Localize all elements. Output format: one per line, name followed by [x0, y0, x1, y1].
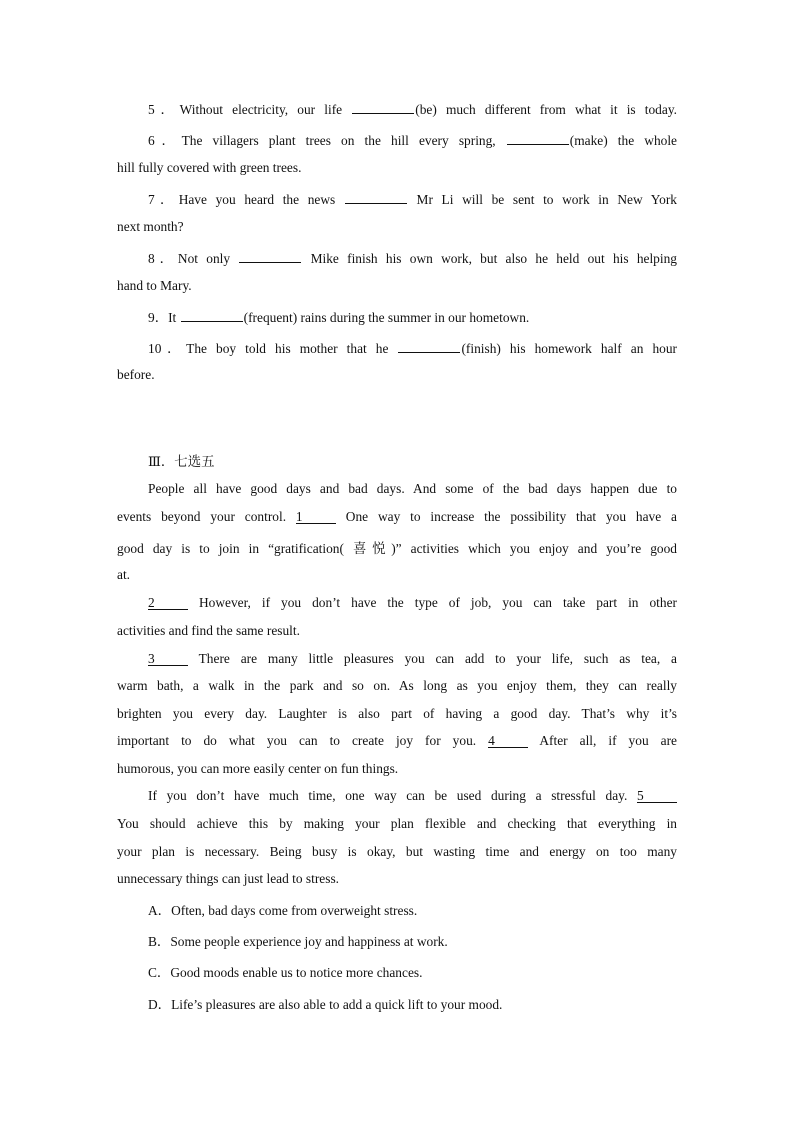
- question-text-after: (be) much different from what it is today.: [415, 102, 677, 117]
- passage-blank-5[interactable]: 5: [637, 790, 677, 803]
- option-a[interactable]: [117, 900, 677, 919]
- option-b[interactable]: [117, 931, 677, 950]
- option-text: Some people experience joy and happiness at work.: [170, 934, 448, 949]
- question-5: [117, 99, 677, 118]
- answer-blank[interactable]: [239, 251, 301, 263]
- passage-blank-4[interactable]: 4: [488, 735, 528, 748]
- option-text: Good moods enable us to notice more chances.: [170, 965, 423, 980]
- passage-line: your plan is necessary. Being busy is okay, but wasting time and energy on too many: [117, 844, 677, 859]
- passage-line: unnecessary things can just lead to stress.: [117, 871, 340, 886]
- question-text-after: (frequent) rains during the summer in our hometown.: [243, 310, 530, 325]
- passage-blank-3[interactable]: 3: [148, 653, 188, 666]
- question-number: 6．: [148, 133, 182, 148]
- question-8: [117, 248, 677, 267]
- passage-line: [117, 788, 677, 804]
- option-text: Often, bad days come from overweight stress.: [171, 903, 418, 918]
- question-number: 10．: [148, 341, 187, 356]
- question-number: 9．: [148, 310, 169, 325]
- answer-blank[interactable]: [345, 192, 407, 204]
- answer-blank[interactable]: [507, 133, 569, 145]
- option-letter: D．: [148, 997, 172, 1012]
- passage-text: important to do what you can to create joy for you.: [117, 733, 477, 748]
- question-text-before: Without electricity, our life: [179, 102, 343, 117]
- question-text-before: It: [168, 310, 177, 325]
- option-text: Life’s pleasures are also able to add a quick lift to your mood.: [171, 997, 503, 1012]
- passage-line: activities and find the same result.: [117, 623, 300, 638]
- passage-text: One way to increase the possibility that you have a: [345, 509, 678, 524]
- passage-line: [117, 595, 677, 611]
- question-text-before: The villagers plant trees on the hill every spring,: [181, 133, 496, 148]
- passage-line: [117, 651, 677, 667]
- question-text-after: (finish) his homework half an hour: [461, 341, 677, 356]
- question-9: [117, 307, 677, 326]
- question-number: 7．: [148, 192, 179, 207]
- passage-line: warm bath, a walk in the park and so on. As long as you enjoy them, they can really: [117, 678, 677, 693]
- question-number: 8．: [148, 251, 178, 266]
- question-6-continued: hill fully covered with green trees.: [117, 160, 302, 175]
- question-text-before: Not only: [177, 251, 231, 266]
- passage-line: good day is to join in “gratification( 喜悦)” activities which you enjoy and you’re good: [117, 541, 677, 556]
- passage-line: at.: [117, 567, 131, 582]
- passage-blank-2[interactable]: 2: [148, 597, 188, 610]
- option-letter: C．: [148, 965, 171, 980]
- answer-blank[interactable]: [398, 341, 460, 353]
- answer-blank[interactable]: [352, 102, 414, 114]
- passage-text: There are many little pleasures you can add to your life, such as tea, a: [198, 651, 678, 666]
- question-7-continued: next month?: [117, 219, 184, 234]
- question-text-after: (make) the whole: [569, 133, 678, 148]
- question-text-before: The boy told his mother that he: [186, 341, 389, 356]
- answer-blank[interactable]: [181, 310, 243, 322]
- question-10: [117, 338, 677, 357]
- passage-line: brighten you every day. Laughter is also part of having a good day. That’s why it’s: [117, 706, 677, 721]
- question-10-continued: before.: [117, 367, 155, 382]
- option-c[interactable]: [117, 962, 677, 981]
- question-text-after: Mr Li will be sent to work in New York: [416, 192, 677, 207]
- passage-text: If you don’t have much time, one way can be used during a stressful day.: [148, 788, 628, 803]
- passage-line: humorous, you can more easily center on fun things.: [117, 761, 399, 776]
- question-6: [117, 130, 677, 149]
- question-8-continued: hand to Mary.: [117, 278, 192, 293]
- passage-line: You should achieve this by making your plan flexible and checking that everything in: [117, 816, 677, 831]
- question-7: [117, 189, 677, 208]
- passage-text: After all, if you are: [539, 733, 677, 748]
- passage-line: [117, 733, 677, 749]
- passage-blank-1[interactable]: 1: [296, 511, 336, 524]
- option-letter: A．: [148, 903, 172, 918]
- passage-text: However, if you don’t have the type of job, you can take part in other: [199, 595, 677, 610]
- passage-line: [117, 509, 677, 525]
- question-text-before: Have you heard the news: [178, 192, 336, 207]
- question-text-after: Mike finish his own work, but also he held out his helping: [310, 251, 677, 266]
- question-number: 5．: [148, 102, 180, 117]
- option-d[interactable]: [117, 994, 677, 1013]
- passage-text: events beyond your control.: [117, 509, 287, 524]
- passage-line: People all have good days and bad days. And some of the bad days happen due to: [148, 481, 677, 496]
- section-heading: Ⅲ．七选五: [148, 454, 215, 469]
- option-letter: B．: [148, 934, 171, 949]
